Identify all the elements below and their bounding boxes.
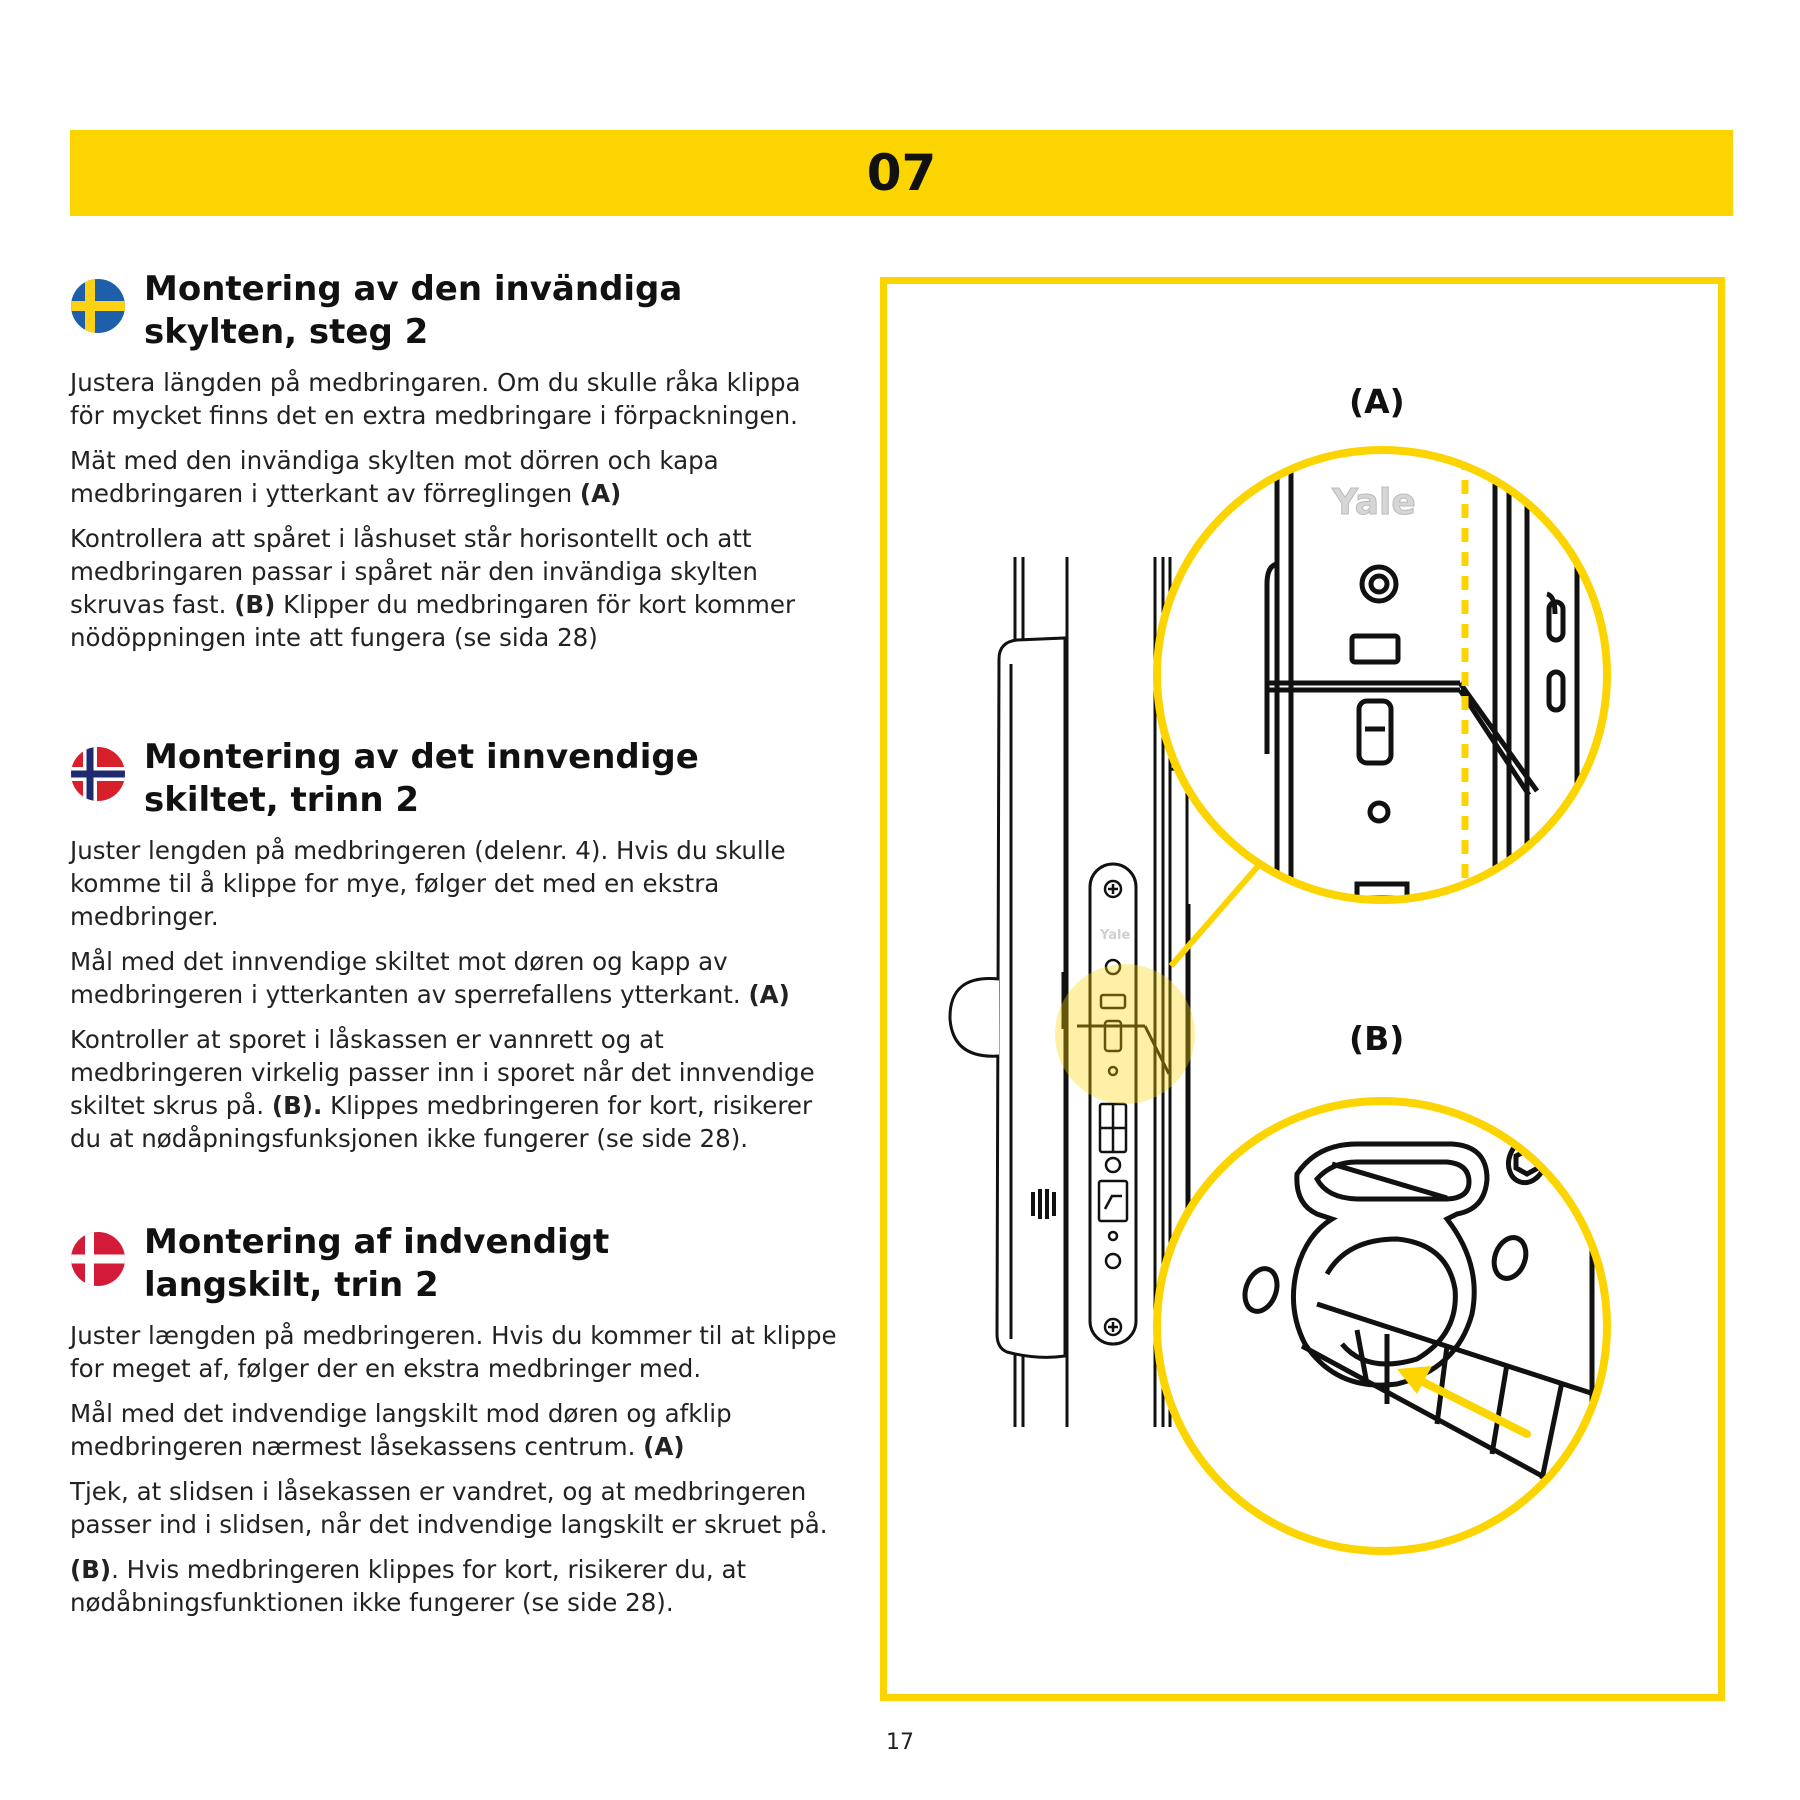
section-header [70, 268, 840, 354]
section-danish [70, 1221, 840, 1619]
paragraph: Mål med det indvendige langskilt mod døren og afklip medbringeren nærmest låsekassens centrum. (A) [70, 1399, 732, 1461]
lock-installation-illustration [887, 284, 1718, 1694]
paragraph: Kontroller at sporet i låskassen er vannrett og at medbringeren virkelig passer inn i sporet når det innvendige skiltet skrus på. (B). Klippes medbringeren for kort, risikerer du at nødåpningsfunksjonen ikke fungerer (se side 28). [70, 1025, 815, 1153]
paragraph: Juster lengden på medbringeren (delenr. 4). Hvis du skulle komme til å klippe for mye, følger det med en ekstra medbringer. [70, 836, 786, 931]
zoom-circle-b [1157, 1101, 1717, 1554]
section-title: Montering av den invändiga skylten, steg 2 [144, 269, 683, 352]
callout-connector [1171, 865, 1259, 966]
section-title: Montering av det innvendige skiltet, trinn 2 [144, 737, 699, 820]
paragraph: Mät med den invändiga skylten mot dörren och kapa medbringaren i ytterkant av förreglingen (A) [70, 446, 719, 508]
step-number: 07 [866, 144, 937, 202]
section-header [70, 1221, 840, 1307]
page-number: 17 [886, 1730, 914, 1755]
paragraph: Kontrollera att spåret i låshuset står horisontellt och att medbringaren passar i spåret när den invändiga skylten skruvas fast. (B) Klipper du medbringaren för kort kommer nödöppningen inte att fungera (se sida 28) [70, 524, 796, 652]
paragraph: (B). Hvis medbringeren klippes for kort, risikerer du, at nødåbningsfunktionen ikke fungerer (se side 28). [70, 1555, 747, 1617]
section-norwegian [70, 736, 840, 1155]
paragraph: Tjek, at slidsen i låsekassen er vandret, og at medbringeren passer ind i slidsen, når det indvendige langskilt er skruet på. [70, 1477, 828, 1539]
section-header [70, 736, 840, 822]
paragraph: Justera längden på medbringaren. Om du skulle råka klippa för mycket finns det en extra medbringare i förpackningen. [70, 368, 801, 430]
sweden-flag-icon [70, 278, 126, 334]
brand-logo: Yale [1332, 482, 1416, 523]
label-b: (B) [1349, 1019, 1405, 1058]
step-banner [70, 130, 1733, 216]
zoom-circle-a [1157, 434, 1607, 924]
paragraph: Mål med det innvendige skiltet mot døren og kapp av medbringeren i ytterkanten av sperrefallens ytterkant. (A) [70, 947, 790, 1009]
section-swedish [70, 268, 840, 654]
label-a: (A) [1349, 382, 1405, 421]
section-title: Montering af indvendigt langskilt, trin 2 [144, 1222, 610, 1305]
illustration-panel [880, 277, 1725, 1701]
brand-logo-small: Yale [1100, 928, 1131, 943]
highlight-circle [1055, 964, 1195, 1104]
paragraph: Juster længden på medbringeren. Hvis du kommer til at klippe for meget af, følger der en ekstra medbringer med. [70, 1321, 837, 1383]
norway-flag-icon [70, 746, 126, 802]
denmark-flag-icon [70, 1231, 126, 1287]
